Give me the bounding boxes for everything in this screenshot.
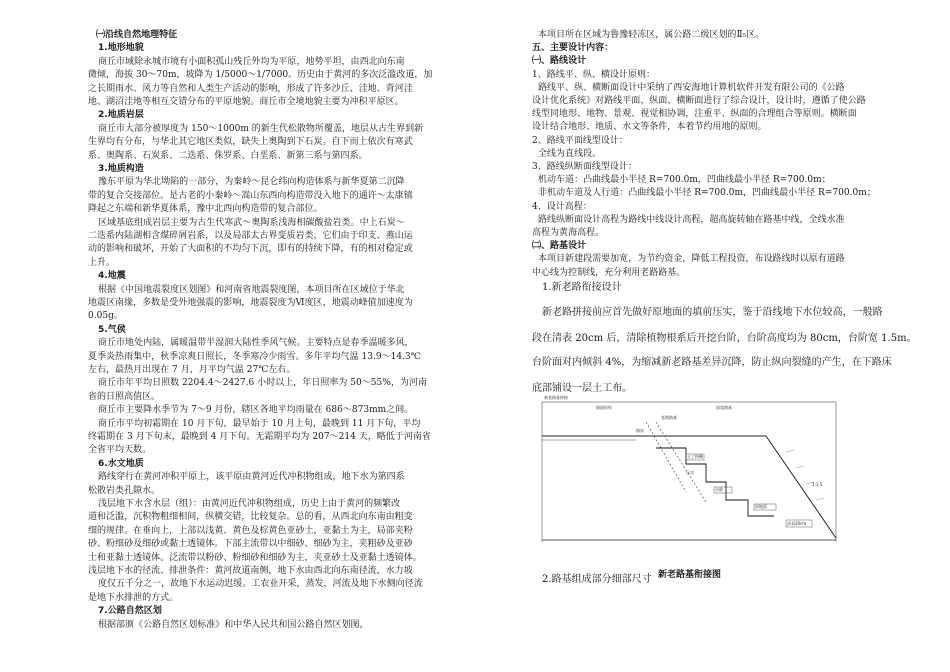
text-line: 之长期雨水、风力等自然和人类生产活动的影响，形成了许多沙丘、洼地、背河洼: [88, 83, 413, 94]
text-line: 地、湖沼洼地等相互交错分布的平原地貌。商丘市全境地貌主要为冲积平原区。: [88, 97, 404, 107]
section-heading: 1.地形地貌: [98, 43, 144, 54]
section-heading: 五、主要设计内容：: [532, 43, 614, 54]
text-line: 本项目所在区域为鲁豫轻冻区，属公路二级区划的Ⅱ₅区。: [538, 30, 765, 40]
fig-label-3: 加宽路基: [716, 405, 732, 410]
fig-label-4: 路床: [636, 428, 644, 433]
text-line: 非机动车道及人行道：凸曲线最小半径 R=700.0m，凹曲线最小半径 R=700.0m；: [538, 188, 876, 199]
fig-label-5: 土工格栅: [687, 454, 703, 459]
fig-label-8: 清表20cm: [787, 521, 807, 526]
text-line: 2.路基组成部分细部尺寸: [542, 574, 652, 585]
text-line: 高程为黄海高程。: [532, 228, 605, 238]
text-line: 根据部颁《公路自然区划标准》和中华人民共和国公路自然区划图，: [98, 619, 369, 630]
text-line: 浅层地下水的径流、排泄条件：黄河故道南侧，地下水由西北向东南径流，水力坡: [88, 566, 413, 576]
text-line: 道和泛滥，沉积物粗细相间，纵横交错，比较复杂。总的看，从西北向东南由粗变: [88, 512, 413, 523]
fig-label-7: 原地面: [755, 504, 767, 509]
section-heading: 5.气侯: [98, 324, 126, 335]
text-line: 3、路线纵断面线型设计：: [532, 162, 637, 172]
text-line: 根据《中国地震裂度区划图》和河南省地震裂度图，本项目所在区域位于华北: [98, 284, 405, 295]
text-line: 松散岩类孔隙水。: [88, 485, 161, 496]
text-line: 台阶面对内倾斜 4%，为缩减新老路基差异沉降，防止纵向裂缝的产生，在下路床: [532, 357, 892, 368]
text-line: 底部铺设一层土工布。: [532, 383, 633, 394]
text-line: 终霜期在 3 月下旬末，最晚到 4 月下旬。无霜期平均为 207～214 天，略低于河南省: [88, 432, 431, 442]
text-line: 段在清表 20cm 后，清除植物根系后开挖台阶，台阶高度均为 80cm，台阶宽 1.5m。: [532, 333, 917, 344]
section-heading: 2.地质岩层: [98, 110, 144, 121]
text-line: 土和亚黏土透镜体。泛流带以粉砂、粉细砂和细砂为主，夹亚砂土及亚黏土透镜体。: [88, 552, 422, 563]
text-line: 左右，最热月出现在 7 月，月平均气温 27℃左右。: [88, 365, 296, 375]
section-heading: ㈡、路基设计: [532, 241, 587, 252]
text-line: 是地下水排泄的方式。: [88, 592, 179, 603]
text-line: 动的影响和破坏，开始了大面积的不均匀下沉，即有的持续下降，有的相对稳定或: [88, 244, 413, 255]
text-line: 中心线为控制线，充分利用老路路基。: [532, 267, 686, 278]
text-line: 砂、粉细砂及细砂或黏土透镜体。下部主流带以中细砂、细砂为主，夹粗砂及亚砂: [88, 539, 413, 550]
text-line: 线型同地形、地物、景观、视觉相协调，注重平、纵面的合理组合等原则。横断面: [532, 109, 857, 120]
text-line: 商丘市主要降水季节为 7～9 月份，辖区各地平均雨量在 686～873mm之间。: [98, 405, 414, 416]
text-line: 地震区南缘，多数是受外地强震的影响，地震裂度为Ⅵ度区，地震动峰值加速度为: [88, 298, 413, 308]
fig-label-6: 台阶: [715, 487, 723, 492]
old-slope-dashed: [646, 422, 686, 492]
text-line: 省的日照高值区。: [88, 391, 161, 402]
text-line: 浅层地下水含水层（组）：由黄河近代冲积物组成，历史上由于黄河的频繁改: [98, 499, 401, 509]
text-line: 带的复合交接部位。是古老的小秦岭～嵩山东西向构造带没入地下的通许～太康镇: [88, 190, 413, 201]
fig-label-1: 路面结构: [596, 405, 612, 410]
fig-label-0: 新老路基拼接: [544, 395, 568, 400]
text-line: 路线平、纵、横断面设计中采纳了西安海地计算机软件开发有限公司的《公路: [538, 82, 845, 93]
text-line: 上升。: [88, 257, 116, 268]
text-line: 全省平均天数。: [88, 445, 152, 456]
text-line: 区域基底组成岩层主要为古生代寒武～奥陶系浅海相碳酸盐岩类。中上石炭～: [98, 217, 405, 228]
fig-label-10: 1:1.5: [812, 482, 823, 487]
section-heading: 6.水文地质: [98, 458, 144, 469]
text-line: 4、设计高程：: [532, 201, 592, 212]
section-heading: ㈠、路线设计: [532, 56, 587, 67]
text-line: 设计优化系统》对路线平面、纵面、横断面进行了综合设计，设计时，遵循了使公路: [532, 96, 866, 106]
text-line: 二迭系内陆湖相含煤碎屑岩系，以及局部太古界变质岩类，它们由于印支、燕山运: [88, 231, 413, 241]
figure-caption: 新老路基衔接图: [658, 570, 722, 580]
text-line: 生界均有分布，与华北其它地区类似，缺失上奥陶到下石炭。自下而上依次有寒武: [88, 137, 413, 148]
text-line: 新老路拼接前应首先做好原地面的填前压实，鉴于沿线地下水位较高，一般路: [542, 307, 883, 318]
old-slope-dashed-2: [656, 422, 706, 502]
text-line: 降起之东端和新华夏体系，豫中北西向构造带的复合部位。: [88, 204, 323, 215]
text-line: 商丘市年平均日照数 2204.4～2427.6 小时以上，年日照率为 50～55%，为河南: [98, 378, 427, 389]
text-line: 机动车道：凸曲线最小半径 R=700.0m，凹曲线最小半径 R=700.0m；: [538, 175, 831, 186]
text-line: 夏季炎热雨集中，秋季凉爽日照长，冬季寒冷少雨雪。多年平均气温 13.9～14.3℃: [88, 351, 421, 362]
fig-label-2: 老路路基: [661, 415, 677, 420]
fig-label-9: 压实: [686, 470, 694, 475]
section-heading: 7.公路自然区划: [98, 606, 162, 617]
text-line: 1、路线平、纵、横设计原则：: [532, 69, 656, 80]
text-line: 设计结合地形、地质、水文等条件，本着节约用地的原则。: [532, 122, 767, 133]
text-line: 度仅五千分之一，故地下水运动迟缓。工农业开采，蒸发，河流及地下水侧向径流: [98, 579, 423, 590]
text-line: 全线为直线段。: [538, 148, 602, 159]
text-line: 商丘市平均初霜期在 10 月下旬，最早始于 10 月上旬，最晚到 11 月下旬，平均: [98, 418, 421, 429]
text-line: 商丘市域除永城市境有小面积孤山残丘外均为平原，地势平坦，由西北向东南: [98, 56, 405, 67]
section-heading: ㈠沿线自然地理特征: [96, 30, 178, 40]
text-line: 路线穿行在黄河冲积平原上，该平原由黄河近代冲积物组成，地下水为第四系: [98, 472, 405, 483]
section-heading: 4.地震: [98, 271, 126, 282]
cross-section-drawing: [536, 392, 852, 568]
text-line: 商丘市大部分被厚度为 150～1000m 的新生代松散物所覆盖，地层从古生界到新: [98, 123, 424, 134]
text-line: 0.05g。: [88, 311, 123, 322]
text-line: 微倾，海拔 30～70m，坡降为 1/5000～1/7000。历史由于黄河的多次泛滥改道，加: [88, 70, 433, 81]
text-line: 1.新老路衔接设计: [542, 282, 622, 293]
text-line: 豫东平原为华北坳陷的一部分，为秦岭～昆仑纬向构造体系与新华夏第二沉降: [98, 177, 405, 188]
text-line: 本项目新建段需要加宽，为节约资金，降低工程投资，布设路线时以原有道路: [538, 254, 845, 265]
text-line: 系、奥陶系、石炭系、二迭系、侏罗系、白垩系、新第三系与第四系。: [88, 150, 368, 161]
section-heading: 3.地质构造: [98, 164, 144, 174]
text-line: 细的规律。在垂向上，上部以浅黄、黄色及棕黄色亚砂土，亚黏土为主，局部夹粉: [88, 525, 413, 536]
text-line: 商丘市地处内陆，属暖温带半湿润大陆性季风气候。主要特点是春季温暖多风，: [98, 338, 414, 349]
text-line: 路线纵断面设计高程为路线中线设计高程，超高旋转轴在路基中线，全线水准: [538, 214, 845, 225]
road-junction-figure: [536, 392, 852, 568]
text-line: 2、路线平面线型设计：: [532, 135, 628, 146]
